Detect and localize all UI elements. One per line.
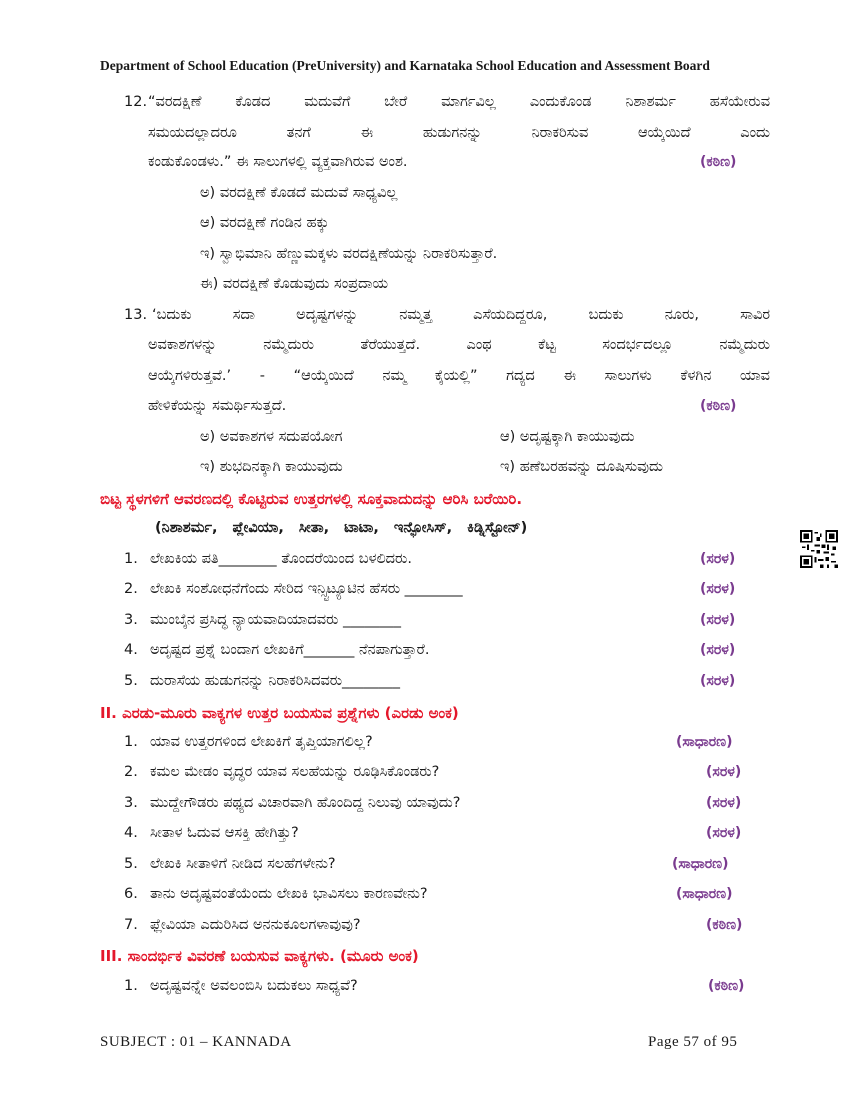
fill-item-1-number: 1. — [124, 551, 138, 567]
section2-heading: II. ಎರಡು-ಮೂರು ವಾಕ್ಯಗಳ ಉತ್ತರ ಬಯಸುವ ಪ್ರಶ್ನೆಗಳು (ಎರಡು ಅಂಕ) — [100, 704, 459, 722]
s3-item-1-level: (ಕಠಿಣ) — [708, 978, 745, 994]
q13-option-d: ಇ) ಹಣೆಬರಹವನ್ನು ದೂಷಿಸುವುದು — [500, 459, 663, 475]
q13-level: (ಕಠಿಣ) — [700, 398, 737, 414]
fill-item-5-number: 5. — [124, 673, 138, 689]
s2-item-5-text: ಲೇಖಕಿ ಸೀತಾಳಿಗೆ ನೀಡಿದ ಸಲಹೆಗಳೇನು? — [150, 856, 336, 872]
q12-line2: ಸಮಯದಲ್ಲಾದರೂ ತನಗೆ ಈ ಹುಡುಗನನ್ನು ನಿರಾಕರಿಸುವ ಆಯ್ಕೆಯಿದೆ ಎಂದು — [148, 125, 770, 141]
s2-item-1-text: ಯಾವ ಉತ್ತರಗಳಿಂದ ಲೇಖಕಿಗೆ ತೃಪ್ತಿಯಾಗಲಿಲ್ಲ? — [150, 734, 373, 750]
s2-item-3-level: (ಸರಳ) — [706, 795, 742, 811]
s2-item-1-number: 1. — [124, 734, 138, 750]
fill-item-4-text: ಅದೃಷ್ಟದ ಪ್ರಶ್ನೆ ಬಂದಾಗ ಲೇಖಕಿಗೆ_______ ನೆನಪಾಗುತ್ತಾರೆ. — [150, 642, 430, 658]
s2-item-5-number: 5. — [124, 856, 138, 872]
s2-item-7-number: 7. — [124, 917, 138, 933]
s2-item-2-text: ಕಮಲ ಮೇಡಂ ವೃದ್ಧರ ಯಾವ ಸಲಹೆಯನ್ನು ರೂಢಿಸಿಕೊಂಡರು? — [150, 764, 440, 780]
s2-item-5-level: (ಸಾಧಾರಣ) — [672, 856, 729, 872]
s2-item-3-number: 3. — [124, 795, 138, 811]
s2-item-4-level: (ಸರಳ) — [706, 825, 742, 841]
fill-item-1-text: ಲೇಖಕಿಯ ಪತಿ________ ತೊಂದರೆಯಿಂದ ಬಳಲಿದರು. — [150, 551, 412, 567]
fill-item-3-number: 3. — [124, 612, 138, 628]
s2-item-4-number: 4. — [124, 825, 138, 841]
q13-number: 13. — [124, 307, 148, 323]
q13-option-b: ಆ) ಅದೃಷ್ಟಕ್ಕಾಗಿ ಕಾಯುವುದು — [500, 429, 635, 445]
q12-line1: “ವರದಕ್ಷಿಣೆ ಕೊಡದ ಮದುವೆಗೆ ಬೇರೆ ಮಾರ್ಗವಿಲ್ಲ ಎಂದುಕೊಂಡ ನಿಶಾಶರ್ಮ ಹಸೆಯೇರುವ — [148, 94, 770, 110]
q12-number: 12. — [124, 94, 148, 110]
q12-option-c: ಇ) ಸ್ವಾಭಿಮಾನಿ ಹೆಣ್ಣುಮಕ್ಕಳು ವರದಕ್ಷಿಣೆಯನ್ನು ನಿರಾಕರಿಸುತ್ತಾರೆ. — [200, 246, 498, 262]
s2-item-6-text: ತಾನು ಅದೃಷ್ಟವಂತೆಯೆಂದು ಲೇಖಕಿ ಭಾವಿಸಲು ಕಾರಣವೇನು? — [150, 886, 428, 902]
q13-line4: ಹೇಳಿಕೆಯನ್ನು ಸಮರ್ಥಿಸುತ್ತದೆ. — [148, 398, 287, 414]
fill-item-2-level: (ಸರಳ) — [700, 581, 736, 597]
fill-blanks-choices: (ನಿಶಾಶರ್ಮ, ಪ್ಲೇವಿಯಾ, ಸೀತಾ, ಟಾಟಾ, ಇನ್ಫೋಸಿಸ್, ಕಿಡ್ನಿಸ್ಟೋನ್) — [155, 520, 528, 536]
fill-item-5-text: ದುರಾಸೆಯ ಹುಡುಗನನ್ನು ನಿರಾಕರಿಸಿದವರು________ — [150, 673, 401, 689]
fill-item-2-number: 2. — [124, 581, 138, 597]
q13-option-a: ಅ) ಅವಕಾಶಗಳ ಸದುಪಯೋಗ — [200, 429, 343, 445]
s2-item-7-text: ಫ್ಲೇವಿಯಾ ಎದುರಿಸಿದ ಅನನುಕೂಲಗಳಾವುವು? — [150, 917, 361, 933]
q12-level: (ಕಠಿಣ) — [700, 154, 737, 170]
s2-item-7-level: (ಕಠಿಣ) — [706, 917, 743, 933]
q13-line2: ಅವಕಾಶಗಳನ್ನು ನಮ್ಮೆದುರು ತೆರೆಯುತ್ತದೆ. ಎಂಥ ಕೆಟ್ಟ ಸಂದರ್ಭದಲ್ಲೂ ನಮ್ಮೆದುರು — [148, 337, 770, 353]
q12-option-a: ಅ) ವರದಕ್ಷಿಣೆ ಕೊಡದೆ ಮದುವೆ ಸಾಧ್ಯವಿಲ್ಲ — [200, 185, 398, 201]
fill-blanks-heading: ಬಿಟ್ಟ ಸ್ಥಳಗಳಿಗೆ ಆವರಣದಲ್ಲಿ ಕೊಟ್ಟಿರುವ ಉತ್ತರಗಳಲ್ಲಿ ಸೂಕ್ತವಾದುದನ್ನು ಆರಿಸಿ ಬರೆಯಿರಿ. — [100, 490, 523, 508]
s3-item-1-text: ಅದೃಷ್ಟವನ್ನೇ ಅವಲಂಬಿಸಿ ಬದುಕಲು ಸಾಧ್ಯವೆ? — [150, 978, 358, 994]
section3-heading: III. ಸಾಂದರ್ಭಿಕ ವಿವರಣೆ ಬಯಸುವ ವಾಕ್ಯಗಳು. (ಮೂರು ಅಂಕ) — [100, 947, 419, 965]
q12-line3: ಕಂಡುಕೊಂಡಳು.” ಈ ಸಾಲುಗಳಲ್ಲಿ ವ್ಯಕ್ತವಾಗಿರುವ ಅಂಶ. — [148, 154, 408, 170]
s2-item-2-level: (ಸರಳ) — [706, 764, 742, 780]
q13-line3: ಆಯ್ಕೆಗಳಿರುತ್ತವೆ.’ - “ಆಯ್ಕೆಯಿದೆ ನಮ್ಮ ಕೈಯಲ್ಲಿ” ಗದ್ಯದ ಈ ಸಾಲುಗಳು ಕೆಳಗಿನ ಯಾವ — [148, 368, 770, 384]
s2-item-2-number: 2. — [124, 764, 138, 780]
q13-option-c: ಇ) ಶುಭದಿನಕ್ಕಾಗಿ ಕಾಯುವುದು — [200, 459, 343, 475]
q13-line1: ‘ಬದುಕು ಸದಾ ಅದೃಷ್ಟಗಳನ್ನು ನಮ್ಮತ್ತ ಎಸೆಯದಿದ್ದರೂ, ಬದುಕು ನೂರು, ಸಾವಿರ — [152, 307, 770, 323]
s2-item-6-level: (ಸಾಧಾರಣ) — [676, 886, 733, 902]
s2-item-4-text: ಸೀತಾಳ ಓದುವ ಆಸಕ್ತಿ ಹೇಗಿತ್ತು? — [150, 825, 299, 841]
fill-item-5-level: (ಸರಳ) — [700, 673, 736, 689]
fill-item-1-level: (ಸರಳ) — [700, 551, 736, 567]
s2-item-1-level: (ಸಾಧಾರಣ) — [676, 734, 733, 750]
qr-code-icon — [800, 530, 838, 568]
fill-item-3-text: ಮುಂಬೈನ ಪ್ರಸಿದ್ಧ ನ್ಯಾಯವಾದಿಯಾದವರು ________ — [150, 612, 401, 628]
footer-page-number: Page 57 of 95 — [648, 1034, 738, 1050]
fill-item-4-number: 4. — [124, 642, 138, 658]
s2-item-3-text: ಮುದ್ದೇಗೌಡರು ಪಥ್ಯದ ವಿಚಾರವಾಗಿ ಹೊಂದಿದ್ದ ನಿಲುವು ಯಾವುದು? — [150, 795, 461, 811]
s3-item-1-number: 1. — [124, 978, 138, 994]
footer-subject: SUBJECT : 01 – KANNADA — [100, 1034, 292, 1050]
q12-option-d: ಈ) ವರದಕ್ಷಿಣೆ ಕೊಡುವುದು ಸಂಪ್ರದಾಯ — [200, 276, 389, 292]
page-header: Department of School Education (PreUniversity) and Karnataka School Education and Assessment Board — [100, 58, 710, 73]
s2-item-6-number: 6. — [124, 886, 138, 902]
fill-item-2-text: ಲೇಖಕಿ ಸಂಶೋಧನೆಗೆಂದು ಸೇರಿದ ಇನ್ಸ್ಟಿಟ್ಯೂಟಿನ ಹೆಸರು ________ — [150, 581, 463, 597]
fill-item-3-level: (ಸರಳ) — [700, 612, 736, 628]
fill-item-4-level: (ಸರಳ) — [700, 642, 736, 658]
q12-option-b: ಆ) ವರದಕ್ಷಿಣೆ ಗಂಡಿನ ಹಕ್ಕು — [200, 215, 330, 231]
